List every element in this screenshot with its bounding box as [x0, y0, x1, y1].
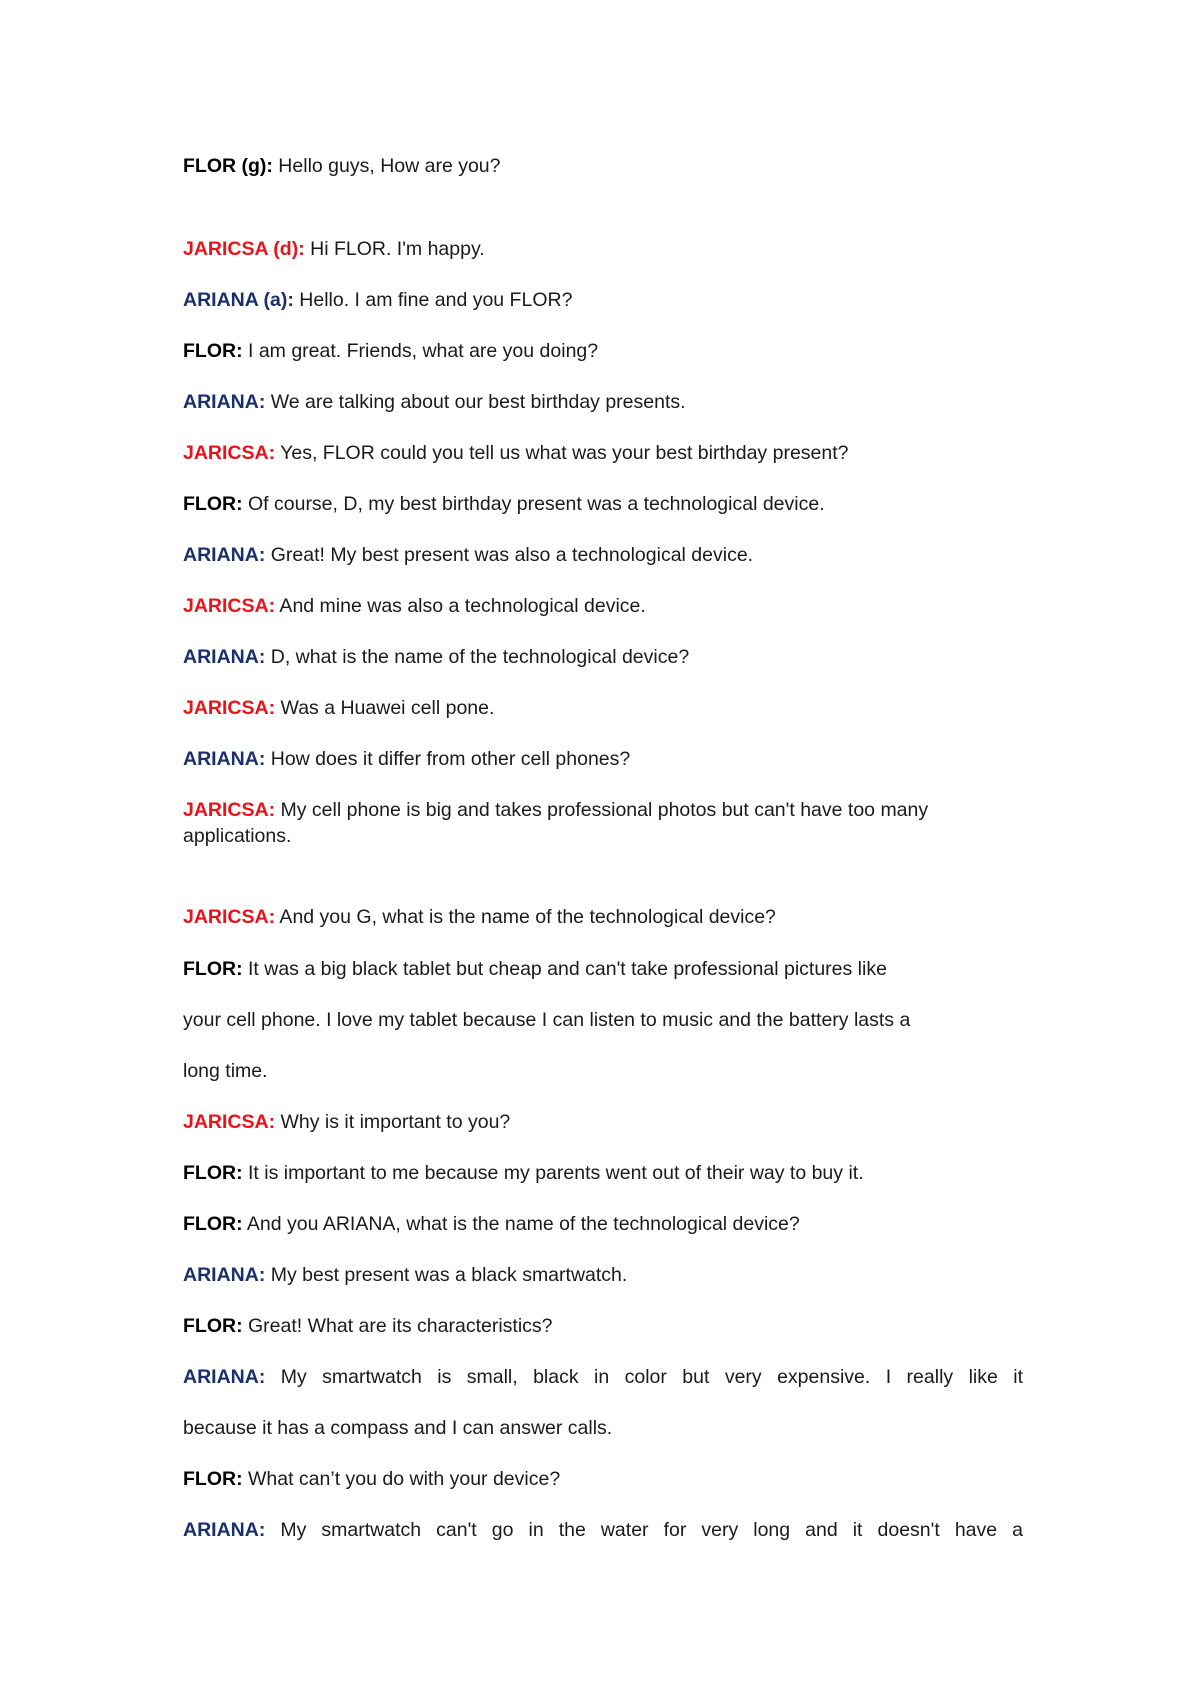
- dialogue-text: Hello guys, How are you?: [272, 155, 501, 177]
- speaker-label: ARIANA:: [183, 1519, 266, 1541]
- dialogue-text: I am great. Friends, what are you doing?: [242, 340, 599, 362]
- speaker-label: FLOR:: [183, 1468, 243, 1490]
- dialogue-line: [183, 746, 1023, 772]
- dialogue-line: [183, 236, 1023, 262]
- speaker-label: ARIANA:: [183, 391, 266, 413]
- dialogue-line: [183, 1211, 1023, 1237]
- dialogue-line: [183, 389, 1023, 415]
- speaker-label: ARIANA:: [183, 1366, 266, 1388]
- dialogue-line: [183, 153, 1023, 179]
- dialogue-line: [183, 440, 1023, 466]
- dialogue-text: It is important to me because my parents went out of their way to buy it.: [242, 1162, 864, 1184]
- speaker-label: JARICSA:: [183, 799, 276, 821]
- dialogue-line: [183, 1313, 1023, 1339]
- speaker-label: JARICSA:: [183, 1111, 276, 1133]
- speaker-label: ARIANA:: [183, 1264, 266, 1286]
- dialogue-line: [183, 1364, 1023, 1390]
- dialogue-text: And mine was also a technological device.: [275, 595, 646, 617]
- dialogue-line: [183, 956, 1023, 982]
- speaker-label: FLOR:: [183, 958, 243, 980]
- speaker-label: ARIANA:: [183, 646, 266, 668]
- dialogue-line: [183, 695, 1023, 721]
- speaker-label: ARIANA:: [183, 748, 266, 770]
- dialogue-text: Hello. I am fine and you FLOR?: [293, 289, 573, 311]
- dialogue-line: [183, 338, 1023, 364]
- dialogue-text: Why is it important to you?: [275, 1111, 511, 1133]
- dialogue-text: We are talking about our best birthday presents.: [265, 391, 686, 413]
- dialogue-line: [183, 491, 1023, 517]
- dialogue-text: And you G, what is the name of the technological device?: [275, 906, 776, 928]
- speaker-label: FLOR (g):: [183, 155, 273, 177]
- dialogue-text: My cell phone is big and takes professional photos but can't have too many applications.: [183, 799, 929, 847]
- speaker-label: FLOR:: [183, 340, 243, 362]
- speaker-label: FLOR:: [183, 1162, 243, 1184]
- dialogue-line: [183, 1415, 1023, 1441]
- dialogue-line: [183, 1007, 1023, 1033]
- dialogue-text: your cell phone. I love my tablet because I can listen to music and the battery lasts a: [183, 1009, 911, 1031]
- dialogue-text: My smartwatch can't go in the water for very long and it doesn't have a: [265, 1519, 1023, 1541]
- dialogue-text: And you ARIANA, what is the name of the technological device?: [242, 1213, 800, 1235]
- dialogue-line: [183, 542, 1023, 568]
- dialogue-line: [183, 1517, 1023, 1543]
- dialogue-line: [183, 593, 1023, 619]
- dialogue-text: Yes, FLOR could you tell us what was your best birthday present?: [275, 442, 849, 464]
- dialogue-text: Was a Huawei cell pone.: [275, 697, 495, 719]
- dialogue-text: Great! My best present was also a technological device.: [265, 544, 754, 566]
- dialogue-line: [183, 1109, 1023, 1135]
- dialogue-line: [183, 644, 1023, 670]
- speaker-label: ARIANA (a):: [183, 289, 294, 311]
- speaker-label: JARICSA:: [183, 595, 276, 617]
- dialogue-line: [183, 1466, 1023, 1492]
- dialogue-line: [183, 797, 983, 849]
- dialogue-line: [183, 1058, 1023, 1084]
- dialogue-text: My best present was a black smartwatch.: [265, 1264, 628, 1286]
- dialogue-line: [183, 287, 1023, 313]
- speaker-label: FLOR:: [183, 1213, 243, 1235]
- speaker-label: FLOR:: [183, 493, 243, 515]
- dialogue-text: It was a big black tablet but cheap and can't take professional pictures like: [242, 958, 887, 980]
- dialogue-text: Great! What are its characteristics?: [242, 1315, 553, 1337]
- dialogue-text: My smartwatch is small, black in color but very expensive. I really like it: [265, 1366, 1023, 1388]
- speaker-label: FLOR:: [183, 1315, 243, 1337]
- speaker-label: JARICSA:: [183, 442, 276, 464]
- dialogue-text: D, what is the name of the technological device?: [265, 646, 690, 668]
- dialogue-line: [183, 1262, 1023, 1288]
- dialogue-line: [183, 904, 1023, 930]
- dialogue-text: because it has a compass and I can answer calls.: [183, 1417, 613, 1439]
- dialogue-text: Of course, D, my best birthday present was a technological device.: [242, 493, 825, 515]
- speaker-label: ARIANA:: [183, 544, 266, 566]
- dialogue-text: How does it differ from other cell phones?: [265, 748, 631, 770]
- dialogue-line: [183, 1160, 1023, 1186]
- speaker-label: JARICSA:: [183, 906, 276, 928]
- dialogue-text: What can’t you do with your device?: [242, 1468, 561, 1490]
- speaker-label: JARICSA:: [183, 697, 276, 719]
- dialogue-text: long time.: [183, 1060, 268, 1082]
- dialogue-text: Hi FLOR. I'm happy.: [304, 238, 485, 260]
- speaker-label: JARICSA (d):: [183, 238, 305, 260]
